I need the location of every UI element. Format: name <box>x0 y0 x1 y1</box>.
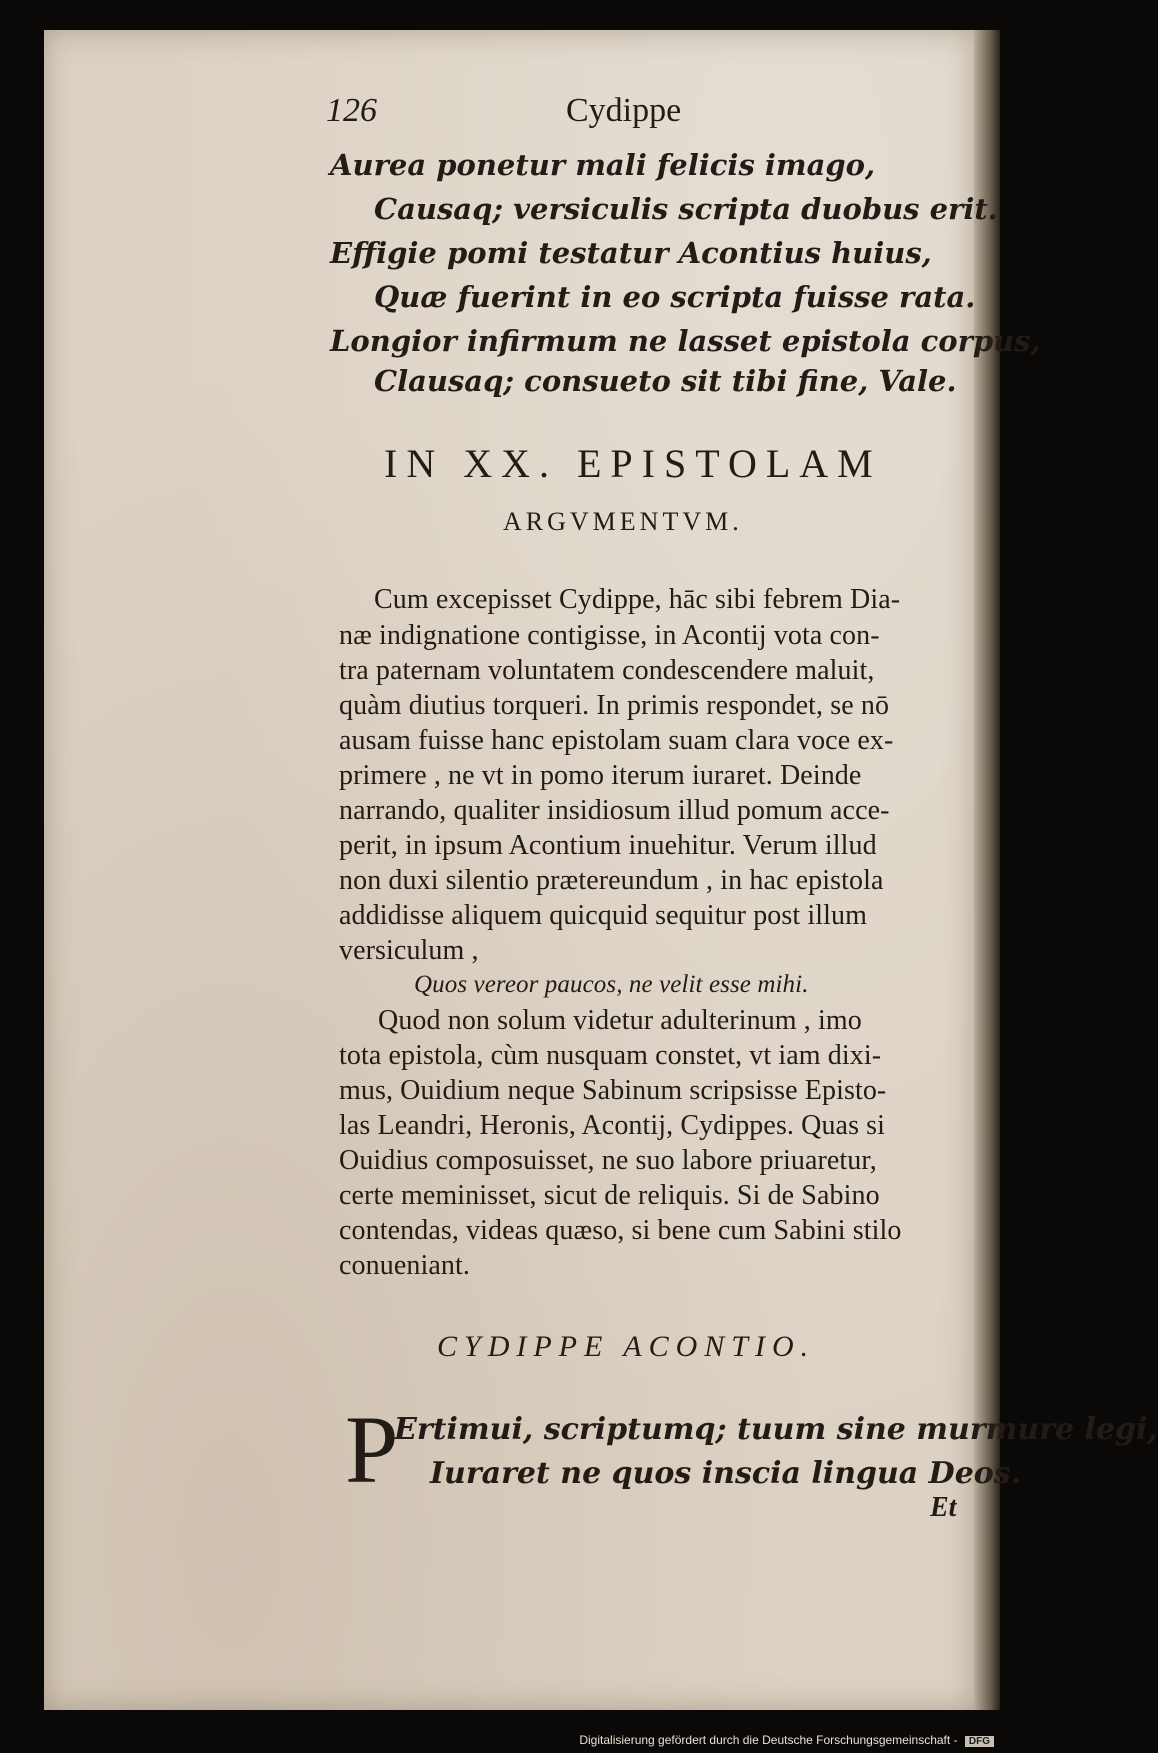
argument-line: contendas, videas quæso, si bene cum Sabini stilo <box>339 1215 902 1246</box>
verse-line: Longior infirmum ne lasset epistola corpus, <box>330 324 1041 358</box>
quoted-verse: Quos vereor paucos, ne velit esse mihi. <box>414 971 809 998</box>
argument-line: narrando, qualiter insidiosum illud pomum acce- <box>339 795 890 826</box>
argument-line: quàm diutius torqueri. In primis respondet, se nō <box>339 690 890 721</box>
argument-line: primere , ne vt in pomo iterum iuraret. Deinde <box>339 760 862 791</box>
argument-line: mus, Ouidium neque Sabinum scripsisse Episto- <box>339 1075 887 1106</box>
argument-line: conueniant. <box>339 1250 470 1281</box>
section-subheading: ARGVMENTVM. <box>503 507 743 536</box>
verse-line: Aurea ponetur mali felicis imago, <box>330 148 876 182</box>
catchword: Et <box>930 1492 957 1523</box>
argument-line: non duxi silentio prætereundum , in hac epistola <box>339 865 884 896</box>
argument-line: addidisse aliquem quicquid sequitur post illum <box>339 900 867 931</box>
argument-line: las Leandri, Heronis, Acontij, Cydippes. Quas si <box>339 1110 886 1141</box>
argument-line: Cum excepisset Cydippe, hāc sibi febrem Dia- <box>374 584 901 615</box>
verse-line: Clausaq; consueto sit tibi fine, Vale. <box>374 364 957 398</box>
footer-credit <box>0 1733 1000 1753</box>
section-heading: IN XX. EPISTOLAM <box>384 441 882 486</box>
drop-cap: P <box>345 1396 399 1503</box>
verse-line: Quæ fuerint in eo scripta fuisse rata. <box>374 280 976 314</box>
letter-heading: CYDIPPE ACONTIO. <box>437 1330 816 1363</box>
letter-first-line: Ertimui, scriptumq; tuum sine murmure legi, <box>394 1412 1158 1447</box>
running-title: Cydippe <box>566 92 682 129</box>
argument-line: tota epistola, cùm nusquam constet, vt iam dixi- <box>339 1040 882 1071</box>
argument-line: næ indignatione contigisse, in Acontij vota con- <box>339 620 880 651</box>
argument-line: Quod non solum videtur adulterinum , imo <box>378 1005 862 1036</box>
verse-line: Causaq; versiculis scripta duobus erit. <box>374 192 998 226</box>
argument-line: versiculum , <box>339 935 479 966</box>
argument-line: Ouidius composuisset, ne suo labore priuaretur, <box>339 1145 877 1176</box>
footer-text: Digitalisierung gefördert durch die Deutsche Forschungsgemeinschaft - <box>579 1733 958 1747</box>
argument-line: certe meminisset, sicut de reliquis. Si de Sabino <box>339 1180 880 1211</box>
verse-line: Effigie pomi testatur Acontius huius, <box>330 236 932 270</box>
letter-second-line: Iuraret ne quos inscia lingua Deos. <box>430 1456 1022 1491</box>
dfg-logo: DFG <box>965 1736 994 1747</box>
argument-line: tra paternam voluntatem condescendere maluit, <box>339 655 875 686</box>
page-number: 126 <box>326 92 377 129</box>
argument-line: ausam fuisse hanc epistolam suam clara voce ex- <box>339 725 894 756</box>
argument-line: perit, in ipsum Acontium inuehitur. Verum illud <box>339 830 877 861</box>
